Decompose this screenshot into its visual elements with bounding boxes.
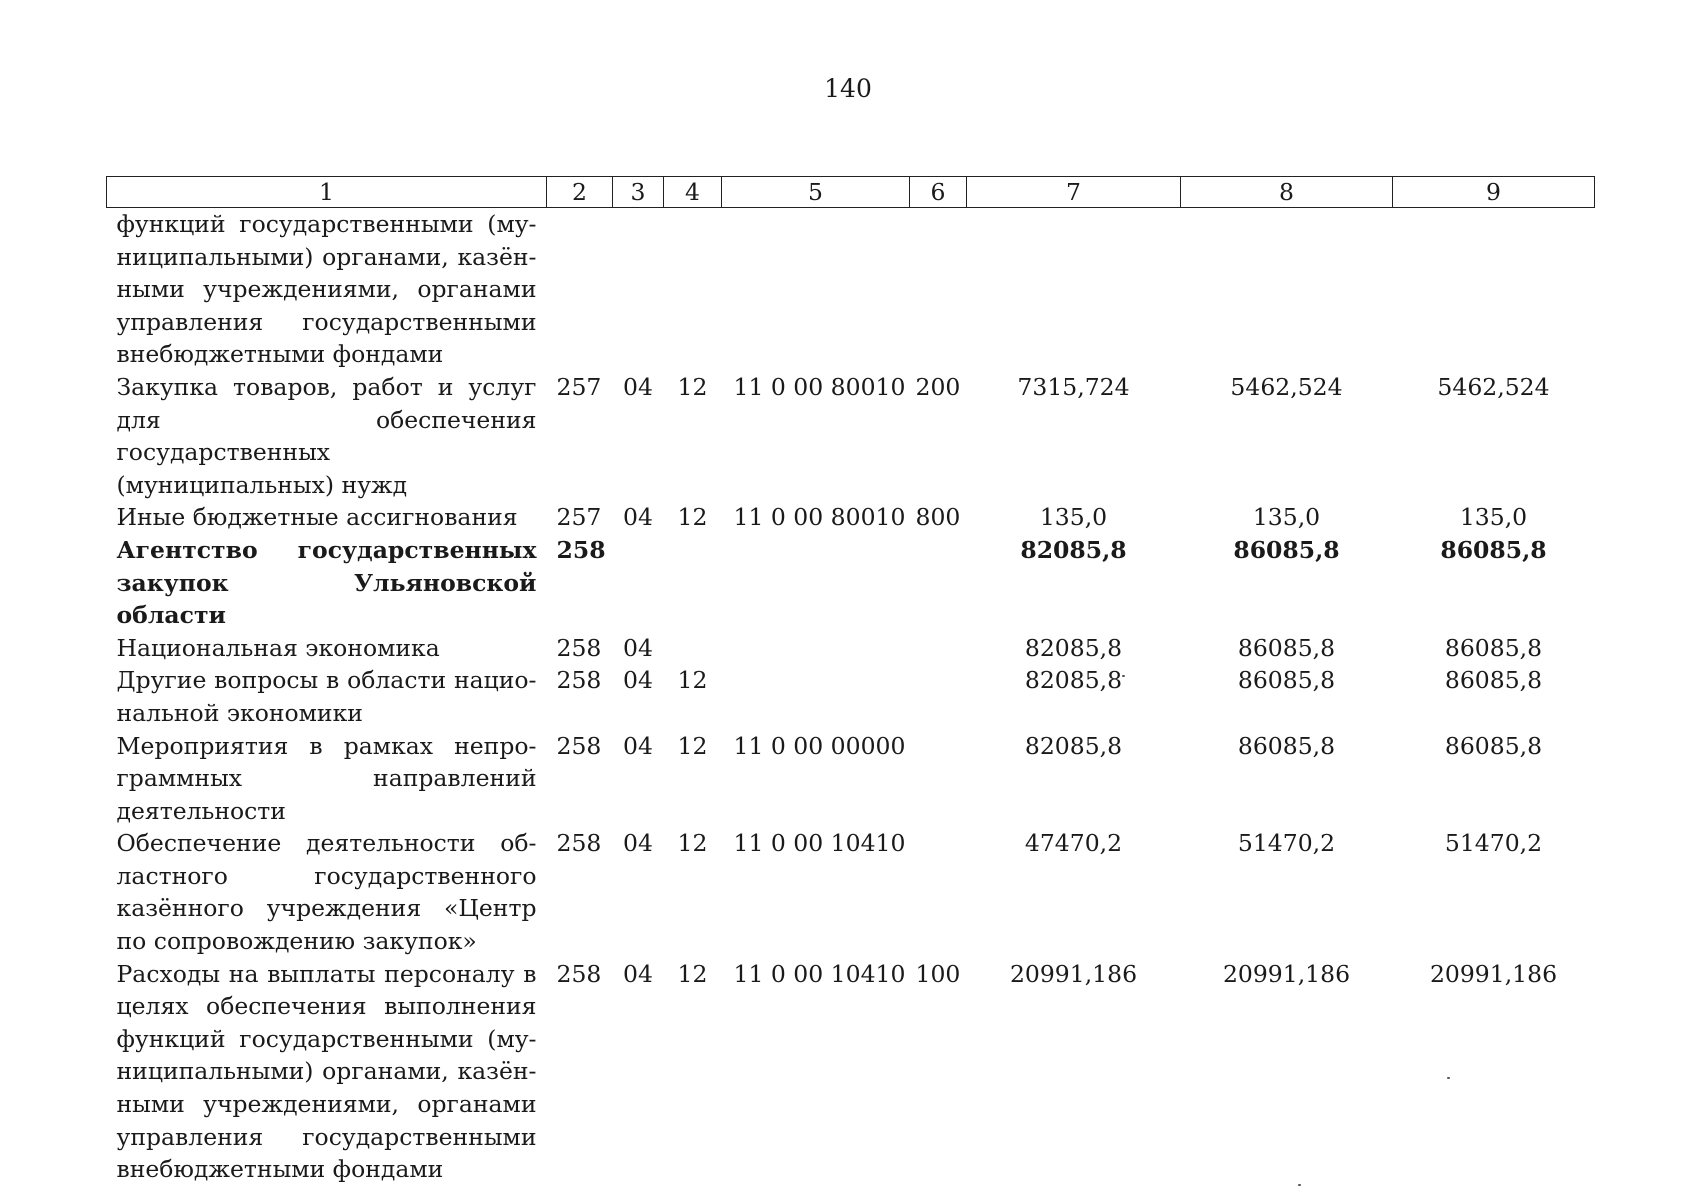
value-col-7: 82085,8 [1024,666,1123,695]
value-col-8: 86085,8 [1233,535,1340,564]
header-col-1: 1 [107,177,547,208]
section-code: 257 [556,372,602,401]
target-article: 11 0 00 00000 [733,731,906,760]
value-col-8: 86085,8 [1237,731,1336,760]
header-col-3: 3 [613,177,664,208]
value-col-9: 86085,8 [1444,731,1543,760]
expense-type: 200 [915,372,961,401]
target-article [722,208,910,371]
scan-speck [1122,675,1125,677]
table-row [107,371,1595,501]
value-col-7: 47470,2 [1024,829,1123,858]
item-code: 12 [677,503,708,532]
value-col-9: 5462,524 [1437,372,1550,401]
value-col-8: 86085,8 [1237,633,1336,662]
section-code: 258 [556,666,602,695]
row-name: Закупка товаров, работ и услуг для обеспечения государственных (муниципальных) нужд [116,372,537,499]
value-col-9 [1393,208,1595,371]
subsection-code: 04 [623,633,653,662]
table-row [107,730,1595,828]
value-col-7 [967,208,1181,371]
item-code [664,632,722,665]
value-col-9: 135,0 [1459,503,1528,532]
subsection-code: 04 [623,829,653,858]
section-code: 258 [556,535,606,564]
target-article: 11 0 00 80010 [733,372,906,401]
value-col-7: 82085,8 [1024,633,1123,662]
subsection-code [613,534,664,632]
target-article: 11 0 00 10410 [733,959,906,988]
section-code [547,208,613,371]
section-code: 258 [556,731,602,760]
table-row [107,501,1595,534]
value-col-8: 51470,2 [1237,829,1336,858]
table-row [107,664,1595,729]
value-col-8: 135,0 [1252,503,1321,532]
item-code: 12 [677,372,708,401]
subsection-code: 04 [623,503,653,532]
row-name: Другие вопросы в области национальной экономики [116,666,537,727]
row-name: функций государственными (муниципальными) органами, казёнными учреждениями, органами управления государственными внебюджетными фондами [116,210,537,369]
row-name: Мероприятия в рамках непрограммных направлений деятельности [116,731,537,825]
value-col-7: 135,0 [1039,503,1108,532]
budget-table [106,176,1595,1186]
subsection-code: 04 [623,666,653,695]
target-article: 11 0 00 80010 [733,503,906,532]
expense-type [910,534,967,632]
expense-type [910,208,967,371]
table-row [107,958,1595,1186]
value-col-9: 86085,8 [1444,633,1543,662]
section-code: 257 [556,503,602,532]
subsection-code: 04 [623,731,653,760]
expense-type [910,730,967,828]
value-col-7: 20991,186 [1009,959,1138,988]
value-col-7: 82085,8 [1024,731,1123,760]
header-col-8: 8 [1181,177,1393,208]
subsection-code: 04 [623,372,653,401]
page-number: 140 [824,74,872,103]
table-body [107,208,1595,1186]
table-row [107,827,1595,957]
expense-type: 100 [915,959,961,988]
header-col-6: 6 [910,177,967,208]
table-row [107,632,1595,665]
subsection-code: 04 [623,959,653,988]
value-col-7: 7315,724 [1017,372,1130,401]
header-col-5: 5 [722,177,910,208]
header-col-2: 2 [547,177,613,208]
header-col-7: 7 [967,177,1181,208]
row-name: Расходы на выплаты персоналу в целях обеспечения выполнения функций государственными (муниципальными) органами, казёнными учреждениями, органами управления государственными внебюджетными фондами [116,959,537,1184]
subsection-code [613,208,664,371]
table-header-row [107,177,1595,208]
expense-type: 800 [915,503,961,532]
item-code: 12 [677,959,708,988]
item-code: 12 [677,829,708,858]
expense-type [910,632,967,665]
expense-type [910,827,967,957]
item-code [664,534,722,632]
target-article [722,632,910,665]
row-name: Обеспечение деятельности областного государственного казённого учреждения «Центр по сопровождению закупок» [116,829,537,956]
item-code: 12 [677,731,708,760]
value-col-9: 51470,2 [1444,829,1543,858]
table-row [107,208,1595,371]
target-article [722,534,910,632]
target-article [722,664,910,729]
value-col-7: 82085,8 [1020,535,1127,564]
item-code: 12 [677,666,708,695]
value-col-9: 86085,8 [1440,535,1547,564]
item-code [664,208,722,371]
value-col-8: 20991,186 [1222,959,1351,988]
section-code: 258 [556,633,602,662]
value-col-9: 20991,186 [1429,959,1558,988]
scan-speck [1298,1184,1301,1186]
target-article: 11 0 00 10410 [733,829,906,858]
section-code: 258 [556,959,602,988]
expense-type [910,664,967,729]
table-row [107,534,1595,632]
header-col-9: 9 [1393,177,1595,208]
row-name: Агентство государственных закупок Ульяновской области [116,535,537,630]
header-col-4: 4 [664,177,722,208]
value-col-8: 86085,8 [1237,666,1336,695]
value-col-9: 86085,8 [1444,666,1543,695]
row-name: Национальная экономика [116,633,440,662]
row-name: Иные бюджетные ассигнования [116,503,518,532]
scan-speck [1447,1077,1450,1079]
value-col-8 [1181,208,1393,371]
section-code: 258 [556,829,602,858]
value-col-8: 5462,524 [1230,372,1343,401]
